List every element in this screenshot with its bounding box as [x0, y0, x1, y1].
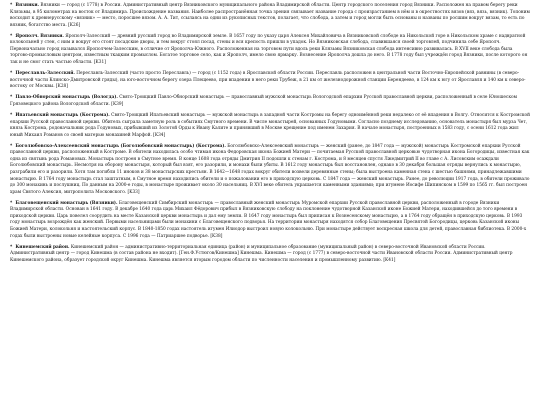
entry-text: Боголюбовско-Алексеевский монастырь — женский (ранее, до 1847 года — мужской) монастырь Костромской епархии Русской православной церкви, расположенный в Костроме. В обители находилась особо чтимая икона Федоровская икона Божией Матери — почитаемая Русской православной церковью чудотворная икона Богородицы, известная как одна из святынь рода Романовых. Монастырь построен в Смутное время. В конце 1608 года отряды Дмитрия II подошли к стенам г. Кострома, и 8 месяцев спустя Лжедмитрий II во главе с А. Лисовским осаждали Боголюбовский монастырь. Несмотря на оборону монастыря, который был взят, его разорили, и монахи были убиты. В 1612 году монастырь был восстановлен, однако в 30 декабря большая отряды вернулись к монастырю, разграбили его и разорили. Хотя там погибли 11 иноков и 38 монастырских крестьян. В 1642—1648 годах вокруг обители возвели деревянные стены; была выстроена каменная стена с шестью башнями, принадлежавшими монастырю. В 1764 году монастырь стал заштатным, в Смутное время находились обители и о пожаловании его в приходскую церковь. С 1847 года — женский монастырь. Ранее, до революции 1917 года, в обители проживало до 300 монахинь и послушниц. По данным на 2000-е годы, в монастыре проживает около 30 насельниц. В XVI веке обитель украшается каменными зданиями; при игумене Иосифе Шипинском в 1599 по 1565 гг. был построен храм Святого Алексия, митрополита Московского. [K33]	[10, 143, 530, 195]
entry-yaropolch	[10, 34, 530, 67]
entry-text: Ярополч-Залесский — древний русский город во Владимирской земле. В 1657 году по указу царя Алексея Михайловича в Вязниковской слободе на Никольской горе в Никольском храме с надвратной колокольней у стен, с ним и вокруг его стоят посадские дворы, и тем вокруг стоял посад, стены и вся крепость пришли в упадок. Но Вязниковская слобода, славившаяся своей торговлей, подчинила себе Ярополч. Первоначально город назывался Ярополчем-Залесским, в отличие от Ярополча-Южного. Расположенная на торговом пути вдоль реки Клязьмы Вязниковская слобода интенсивно развивалась. В XVII веке слобода была торгово-промысловым центром, известным ткацким промыслом. Богатое торговое село, как и Ярополч, имело свою ярмарку. Вознесение Ярополча дошла до него. В 1778 году был учреждён город Вязники, после которого он так и не смог стать частью области. [K31]	[10, 33, 528, 65]
entry-text: Свято-Троицкий Ипатьевский монастырь — мужской монастырь в западной части Костромы на берегу одноимённой реки недалеко от её впадения в Волгу. Относится к Костромской епархии Русской православной церкви. Обитель сыграла заметную роль в событиях Смутного времени. В числе монастырей, основанных Годуновыми. Согласно позднему исследованию, основатель монастыря был мурза Чет, князь Кострома, родоначальник рода Годуновых, прибывший из Золотой Орды к Ивану Калите и принявший в Москве крещение под именем Захария. В начале монастыря, построенных в 1583 году, с осени 1612 года жил юный Михаил Романов со своей матерью монахиней Марфой. [K34]	[10, 113, 531, 138]
entry-text: Переславль-Залесский (часто просто Переславль) — город (с 1152 года) в Ярославской области России. Переславль расположен в центральной части Восточно-Европейской равнины (в северо-восточной части Клинско-Дмитровской гряды), на юго-восточном берегу озера Плещеево, при впадении в него реки Трубеж, в 21 км от железнодорожной станции Берендеево, в 124 км к югу от Ярославля и 140 км к северо-востоку от Москвы. [K28]	[10, 71, 526, 90]
entry-title: Ярополч. Вязники.	[15, 33, 64, 39]
bullet-marker: *	[10, 95, 13, 101]
entry-title: Боголюбовско-Алексеевский монастырь (Боголюбовский монастырь) (Кострома).	[15, 143, 226, 149]
bullet-marker: *	[10, 200, 13, 206]
entry-title: Павло-Обнорский монастырь (Вологда).	[15, 95, 118, 101]
entry-pereslavl	[10, 71, 530, 91]
entry-text: Благовещенский Симбирский монастырь — православный женский монастырь Муромской епархии Русской православной церкви, расположенный в городе Вязники Владимирской области. Основан в 1641 году. В декабре 1640 года царь Михаил Фёдорович прибыл в Вязниковскую слободу на поклонение чудотворной Казанской иконе Божией Матери, находившейся до того времени в приходской церкви. Царь повелел соорудить на месте Казанской церкви монастырь и дал ему земли. В 1647 году монастырь был приписан к Вознесенскому монастырю, а в 1764 году обращён в приходскую церковь. В 1993 году монастырь возрождён как женский. Первыми насельницами были монахини с Благовещенского подворья. На территории монастыря находятся собор Благовещения Пресвятой Богородицы, церковь Казанской иконы Божией Матери, колокольня и настоятельский корпус. В 1840-1850 годах настоятель игумен Илиодор выстроил новую колокольню. При монастыре действует воскресная школа для детей, православная библиотека. В 2000-х годах были выстроены новые келейные корпуса. С 1996 года — Патриаршее подворье. [K38]	[10, 200, 527, 239]
entry-title: Ипатьевский монастырь (Кострома).	[15, 113, 110, 119]
entry-blagoveshchensky	[10, 201, 530, 240]
bullet-marker: *	[10, 3, 13, 8]
entry-title: Переславль-Залесский.	[15, 71, 75, 77]
entry-vyazniki	[10, 3, 530, 29]
bullet-marker: *	[10, 71, 13, 77]
bullet-marker: *	[10, 143, 13, 149]
entry-text: Свято-Троицкий Павло-Обнорский монастырь — православный мужской монастырь Вологодской епархии Русской православной церкви, расположенный в селе Юношеском Грязовецкого района Вологодской области. [K39]	[10, 95, 517, 107]
bullet-marker: *	[10, 244, 13, 250]
entry-title: Кинешемский район.	[15, 244, 70, 250]
bullet-marker: *	[10, 113, 13, 119]
entry-bogolyubovsko-alekseevsky	[10, 144, 530, 196]
entry-pavlo-obnorsky	[10, 95, 530, 108]
entry-kineshma	[10, 245, 530, 265]
entry-text: Вязники — город (с 1778) в России. Административный центр Вязниковского муниципального района Владимирской области. Центр городского поселения город Вязники. Расположен на правом берегу реки Клязьмы, в 95 километрах на восток от Владимира. Происхождение названия. Наиболее распространённая точка зрения связывает название города с произрастанием в нём и в окрестностях вязов (вяз, вязь, вязник). Топоним восходит к древнерусскому «вязник» — место, поросшее вязом. А. А. Тит, ссылаясь на одни из рукописных текстов, полагает, что слобода, а затем и город могли быть основаны и названы по росшим вокруг вязам, то есть по вязник, богатство места. [K26]	[10, 3, 530, 28]
entry-title: Благовещенский монастырь (Вязники).	[15, 200, 118, 206]
bullet-marker: *	[10, 33, 13, 39]
entry-title: Вязники.	[15, 3, 40, 8]
entry-ipatiev	[10, 113, 530, 139]
entry-text: Кинешемский район — административно-территориальная единица (район) и муниципальное образование (муниципальный район) в северо-восточной Ивановской области России. Административный центр — город Кинешма (в состав района не входит). [Ген.Ф.Устюгов/Кинешма] Кинешма. Кинешма — город (с 1777) в северо-восточной части Ивановской области России. Административный центр Кинешемского района, образует городской округ Кинешма. Кинешма является вторым городом области по численности населения и промышленному развитию. [K41]	[10, 244, 513, 263]
